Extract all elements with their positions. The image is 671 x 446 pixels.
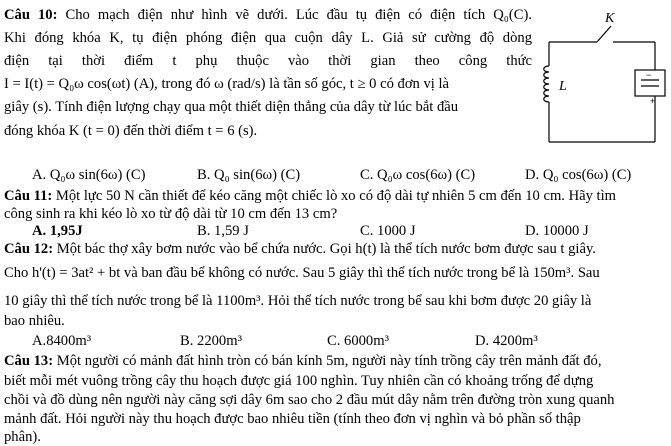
- q10-line-6: đóng khóa K (t = 0) đến thời điểm t = 6 (s).: [4, 123, 258, 139]
- q13-text-1: Một người có mảnh đất hình tròn có bán kính 5m, người này tính trồng cây trên mảnh đất đó,: [56, 353, 602, 369]
- q13-line-2: biết mỗi mét vuông trồng cây thu hoạch được giá 100 nghìn. Tuy nhiên cần có khoảng trống để dựng: [4, 373, 594, 389]
- q12-option-d[interactable]: D. 4200m³: [475, 333, 538, 349]
- q12-option-b[interactable]: B. 2200m³: [180, 333, 242, 349]
- q11-option-b[interactable]: B. 1,59 J: [197, 223, 249, 239]
- q12-text-1: Một bác thợ xây bơm nước vào bể chứa nước. Gọi h(t) là thể tích nước bơm được sau t giây.: [56, 241, 596, 257]
- q13-line-1: [4, 352, 602, 370]
- q11-option-a[interactable]: A. 1,95J: [32, 223, 83, 239]
- q10-option-d[interactable]: D. Q₀ cos(6ω) (C): [525, 167, 632, 183]
- q10-line-3: điện tại thời điểm t phụ thuộc vào thời gian theo công thức: [4, 53, 532, 69]
- q12-label: Câu 12:: [4, 241, 54, 257]
- q11-text-1: Một lực 50 N cần thiết để kéo căng một chiếc lò xo có độ dài tự nhiên 5 cm đến 10 cm. Hãy tìm: [55, 188, 617, 204]
- q10-option-c[interactable]: C. Q₀ω cos(6ω) (C): [360, 167, 476, 183]
- q10-line-1: [4, 6, 532, 24]
- inductor-label: L: [559, 79, 567, 94]
- q10-option-a[interactable]: A. Q₀ω sin(6ω) (C): [32, 167, 146, 183]
- q10-label: Câu 10:: [4, 7, 58, 23]
- q13-line-5: phân).: [4, 429, 41, 445]
- q12-line-4: bao nhiêu.: [4, 313, 65, 329]
- q12-line-1: [4, 240, 596, 258]
- q13-line-3: chồi và đồ dùng nên người này căng sợi dây 6m sao cho 2 đầu mút dây nằm trên đường tròn xung quanh: [4, 392, 615, 408]
- q10-option-b[interactable]: B. Q₀ sin(6ω) (C): [197, 167, 301, 183]
- capacitor-minus-sign: −: [646, 70, 652, 80]
- q11-line-1: [4, 187, 616, 205]
- q13-line-4: mảnh đất. Hỏi người này thu hoạch được bao nhiêu tiền (tính theo đơn vị nghìn và bỏ phần số thập: [4, 411, 581, 427]
- switch-blade[interactable]: [597, 26, 611, 42]
- q12-option-c[interactable]: C. 6000m³: [327, 333, 389, 349]
- q10-line-5: giây (s). Tính điện lượng chạy qua một thiết diện thẳng của dây từ lúc bắt đầu: [4, 99, 459, 115]
- inductor-coil: [544, 66, 549, 102]
- lc-circuit-diagram: [537, 4, 667, 154]
- q11-option-d[interactable]: D. 10000 J: [525, 223, 589, 239]
- q10-line-2: Khi đóng khóa K, tụ điện phóng điện qua cuộn dây L. Giả sử cường độ dòng: [4, 30, 532, 46]
- q12-line-3: 10 giây thì thể tích nước trong bể là 1100m³. Hỏi thể tích nước trong bể sau khi bơm được 20 giây là: [4, 293, 592, 309]
- switch-label: K: [605, 11, 615, 26]
- q13-label: Câu 13:: [4, 353, 54, 369]
- q12-option-a[interactable]: A.8400m³: [32, 333, 92, 349]
- q11-option-c[interactable]: C. 1000 J: [360, 223, 416, 239]
- q12-line-2: Cho h'(t) = 3at² + bt và ban đầu bể không có nước. Sau 5 giây thì thể tích nước trong bể là 150m³. Sau: [4, 265, 600, 281]
- capacitor-plus-sign: +: [650, 96, 656, 106]
- q10-line-4: I = I(t) = Q₀ω cos(ωt) (A), trong đó ω (rad/s) là tần số góc, t ≥ 0 có đơn vị là: [4, 76, 450, 92]
- q11-line-2: công sinh ra khi kéo lò xo từ độ dài từ 10 cm đến 13 cm?: [4, 206, 338, 222]
- q10-text-1: Cho mạch điện như hình vẽ dưới. Lúc đầu tụ điện có điện tích Q₀(C).: [65, 7, 532, 23]
- q11-label: Câu 11:: [4, 188, 53, 204]
